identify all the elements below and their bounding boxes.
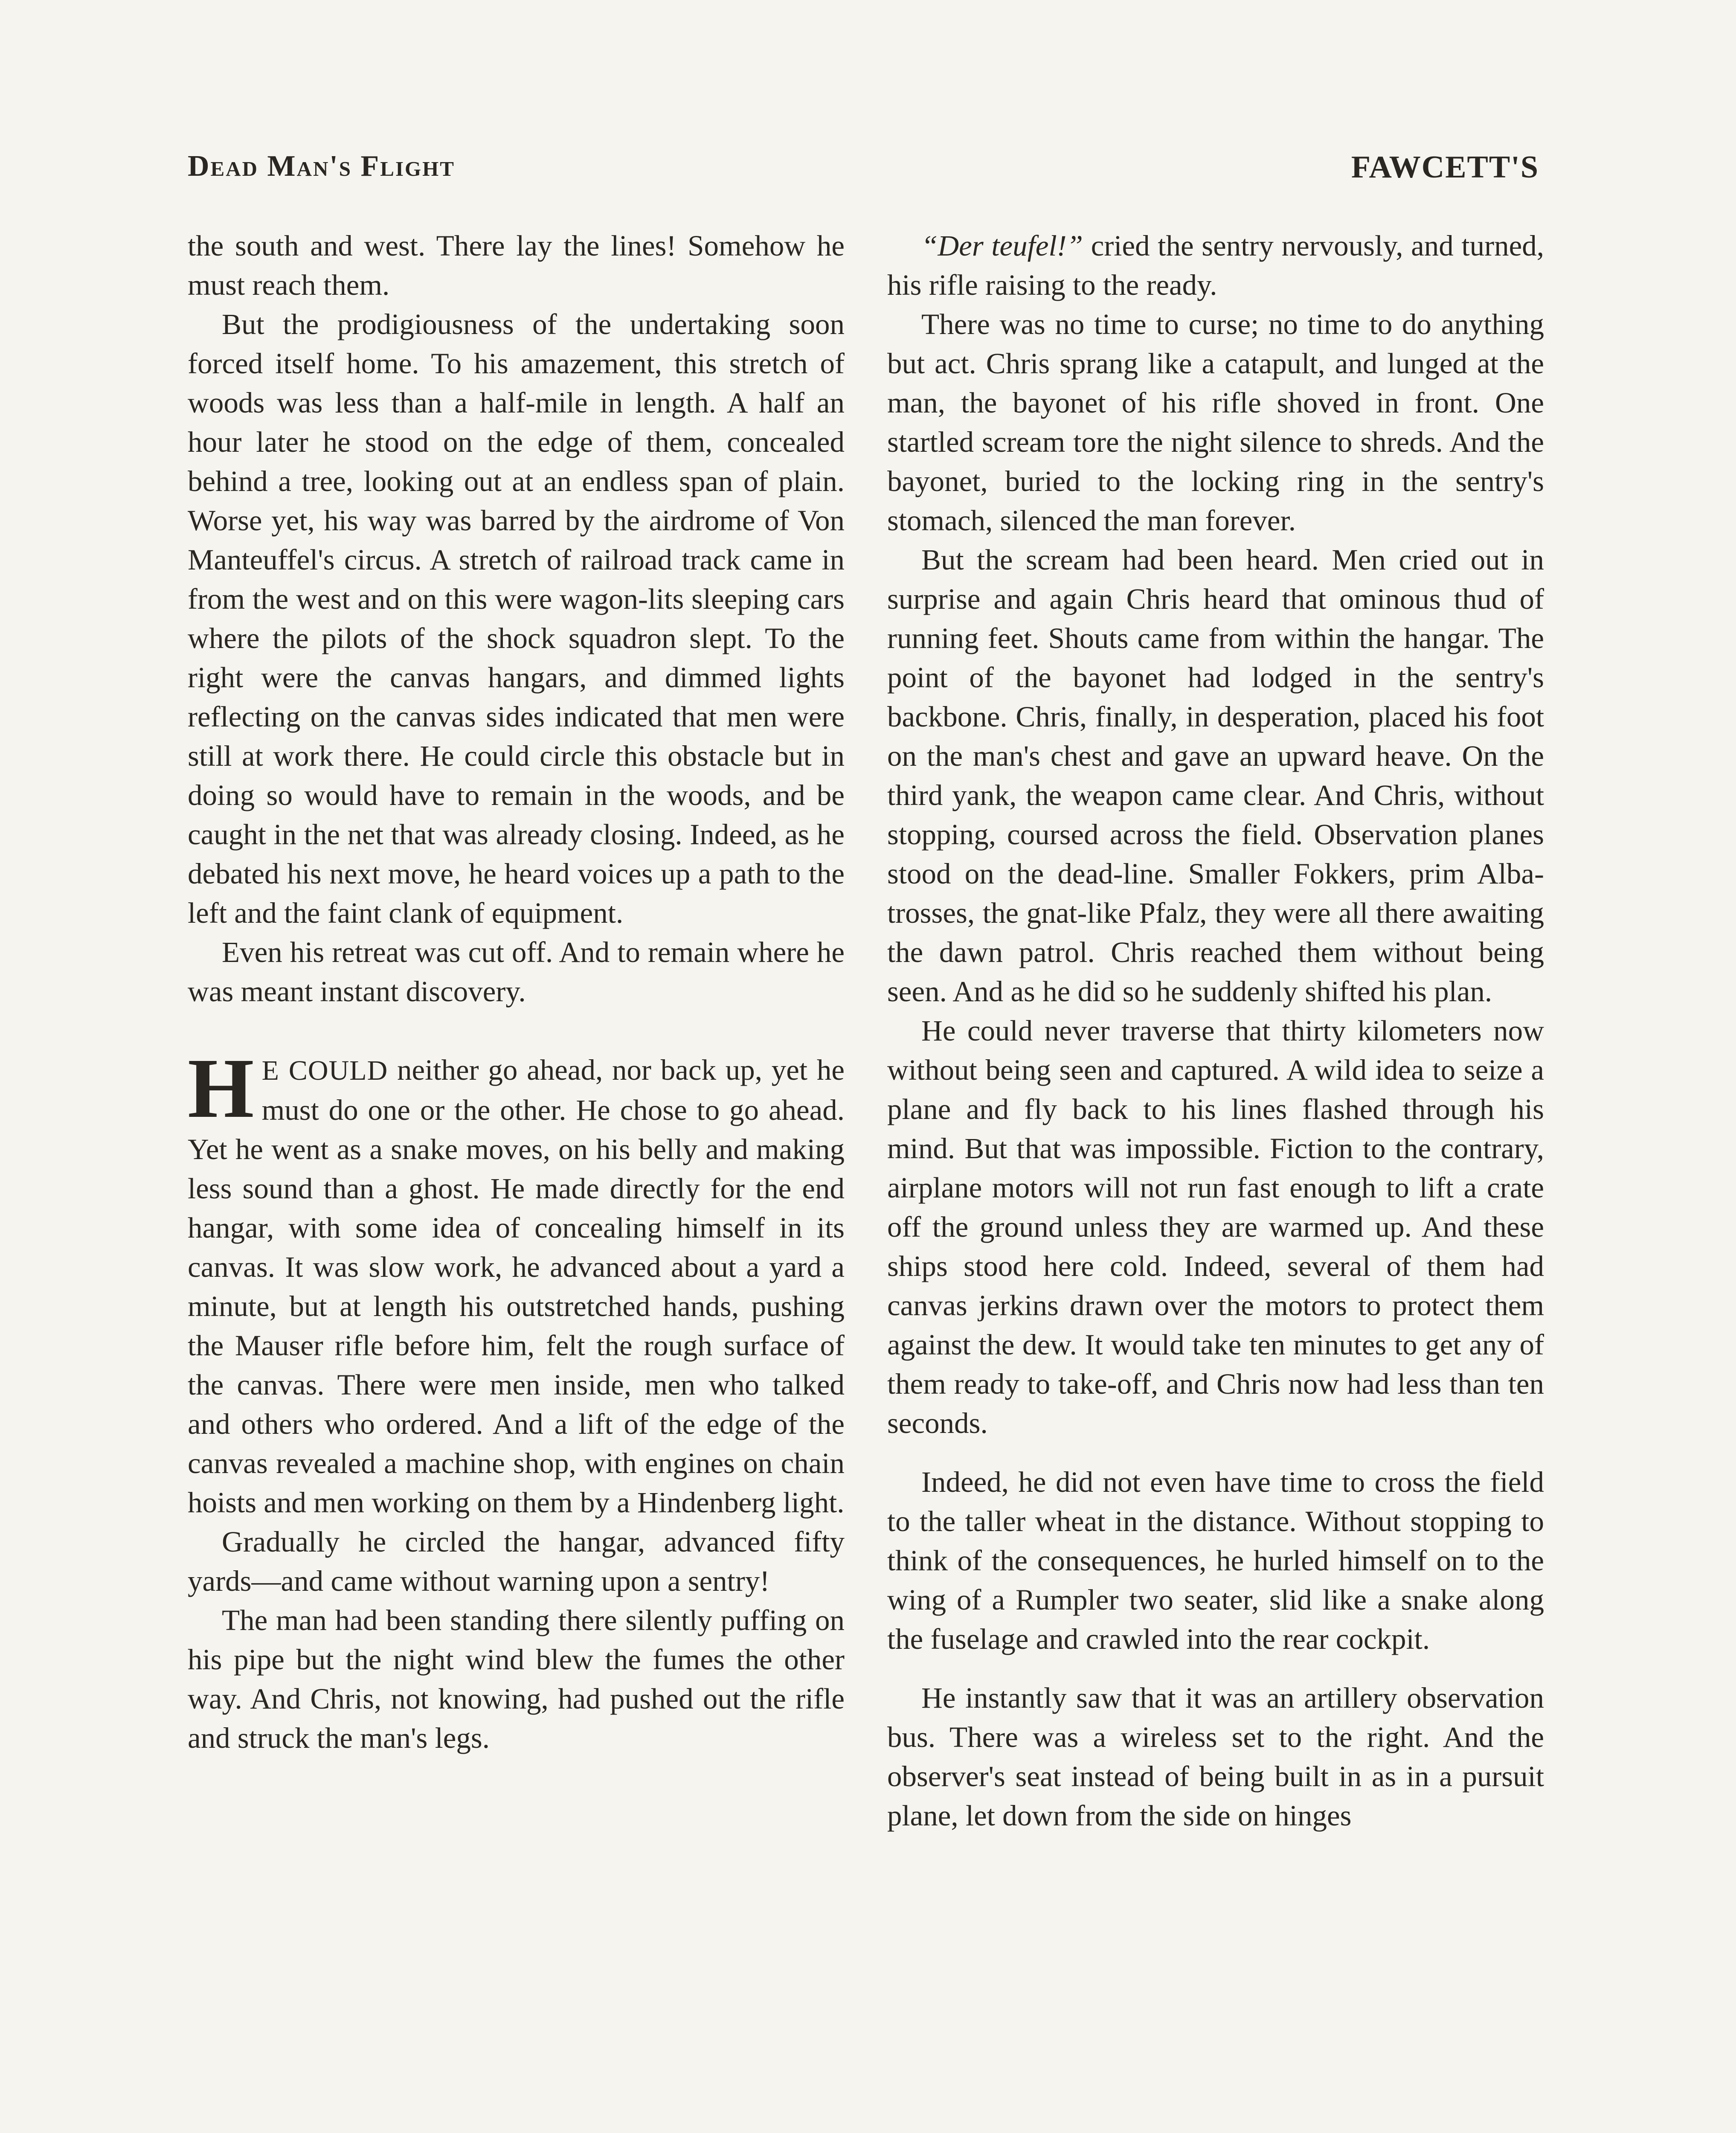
running-head [188, 149, 1539, 196]
paragraph: Even his retreat was cut off. And to remain where he was meant instant discovery. [188, 936, 845, 1008]
paragraph [887, 226, 1544, 305]
story-title: Dead Man's Flight [188, 150, 455, 183]
paragraph: Indeed, he did not even have time to cross the field to the taller wheat in the distance. Without stopping to think of the consequences, he hurled himself on to the wing of a Rumpler two seater, slid like a snake along the fuselage and crawled into the rear cockpit. [887, 1466, 1544, 1655]
paragraph: But the prodigiousness of the undertaking soon forced itself home. To his amazement, this stretch of woods was less than a half-mile in length. A half an hour later he stood on the edge of them, concealed behind a tree, looking out at an endless span of plain. Worse yet, his way was barred by the airdrome of Von Manteuffel's circus. A stretch of railroad track came in from the west and on this were wagon-lits sleeping cars where the pilots of the shock squadron slept. To the right were the canvas hangars, and dimmed lights reflecting on the canvas sides indicated that men were still at work there. He could circle this obstacle but in doing so would have to remain in the woods, and be caught in the net that was already closing. Indeed, as he debated his next move, he heard voices up a path to the left and the faint clank of equipment. [188, 308, 845, 929]
magazine-name: FAWCETT'S [1351, 150, 1539, 185]
paragraph-text: neither go ahead, nor back up, yet he must do one or the other. He chose to go ahead. Yet he went as a snake moves, on his belly and making less sound than a ghost. He made directly for the end hangar, with some idea of concealing himself in its canvas. It was slow work, he advanced about a yard a minute, but at length his outstretched hands, pushing the Mauser rifle before him, felt the rough surface of the canvas. There were men inside, men who talked and others who ordered. And a lift of the edge of the canvas revealed a machine shop, with engines on chain hoists and men working on them by a Hindenberg light. [188, 1054, 845, 1519]
drop-cap: H [188, 1041, 254, 1136]
paragraph-text: cried the sentry nervously, and turned, his rifle raising to the ready. [887, 230, 1544, 301]
section-opening-paragraph [188, 1041, 845, 1522]
paragraph: the south and west. There lay the lines! Somehow he must reach them. [188, 230, 845, 301]
paragraph: Gradually he circled the hangar, advanced fifty yards—and came without warning upon a sentry! [188, 1526, 845, 1597]
opening-caps: E COULD [261, 1055, 388, 1086]
left-column [188, 226, 845, 2133]
german-exclamation: “Der teufel!” [921, 230, 1083, 262]
right-column [887, 226, 1544, 2133]
paragraph: The man had been standing there silently puffing on his pipe but the night wind blew the fumes the other way. And Chris, not knowing, had pushed out the rifle and struck the man's legs. [188, 1604, 845, 1754]
paragraph: There was no time to curse; no time to do anything but act. Chris sprang like a catapult, and lunged at the man, the bayonet of his rifle shoved in front. One startled scream tore the night silence to shreds. And the bayonet, buried to the locking ring in the sentry's stomach, silenced the man forever. [887, 308, 1544, 537]
paragraph: He instantly saw that it was an artillery observation bus. There was a wireless set to the right. And the observer's seat instead of being built in as in a pursuit plane, let down from the side on hinges [887, 1682, 1544, 1832]
paragraph: He could never traverse that thirty kilometers now without being seen and captured. A wild idea to seize a plane and fly back to his lines flashed through his mind. But that was impossible. Fiction to the contrary, airplane motors will not run fast enough to lift a crate off the ground unless they are warmed up. And these ships stood here cold. Indeed, several of them had canvas jerkins drawn over the motors to protect them against the dew. It would take ten minutes to get any of them ready to take-off, and Chris now had less than ten seconds. [887, 1014, 1544, 1439]
paragraph: But the scream had been heard. Men cried out in surprise and again Chris heard that ominous thud of running feet. Shouts came from within the hangar. The point of the bayonet had lodged in the sentry's backbone. Chris, finally, in desperation, placed his foot on the man's chest and gave an upward heave. On the third yank, the weapon came clear. And Chris, without stopping, coursed across the field. Observation planes stood on the dead-line. Smaller Fokkers, prim Albatrosses, the gnat-like Pfalz, they were all there awaiting the dawn patrol. Chris reached them without being seen. And as he did so he suddenly shifted his plan. [887, 543, 1544, 1008]
